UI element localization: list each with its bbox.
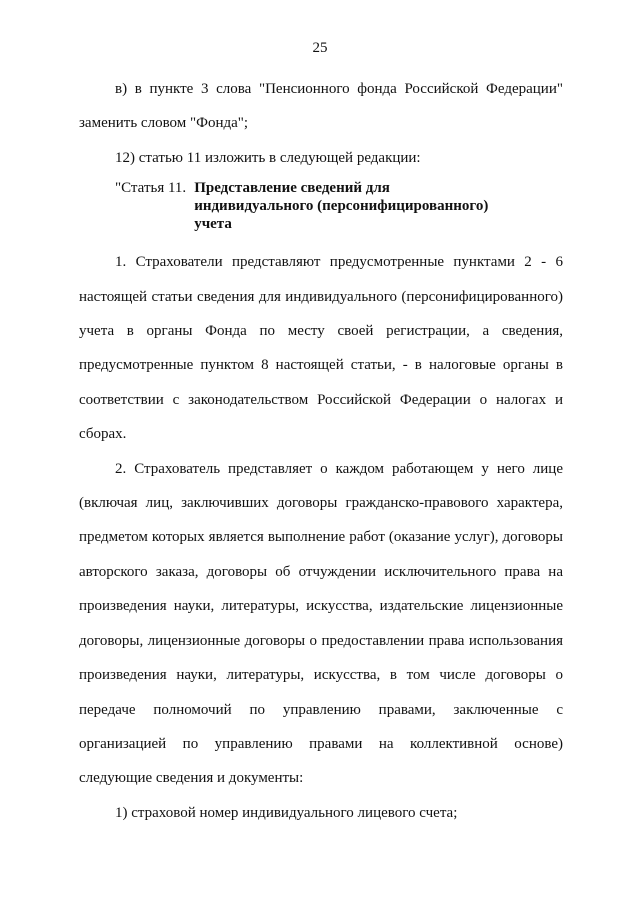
- article-heading: [115, 179, 563, 233]
- page-number: 25: [312, 40, 328, 56]
- document-body: [79, 72, 563, 830]
- article-title: Представление сведений для индивидуального (персонифицированного) учета: [194, 180, 489, 233]
- paragraph-article-11-intro: 12) статью 11 изложить в следующей редакции:: [115, 149, 421, 166]
- paragraph-clause-1: 1. Страхователи представляют предусмотренные пунктами 2 - 6 настоящей статьи сведения для индивидуального (персонифицированного) учета в органы Фонда по месту своей регистрации, а сведения, предусмотренные пунктом 8 настоящей статьи, - в налоговые органы в соответствии с законодательством Российской Федерации о налогах и сборах.: [79, 254, 563, 443]
- article-number: "Статья 11.: [115, 180, 187, 197]
- paragraph-item-1: 1) страховой номер индивидуального лицевого счета;: [115, 804, 458, 821]
- paragraph-amendment-3: в) в пункте 3 слова "Пенсионного фонда Российской Федерации" заменить словом "Фонда";: [79, 81, 563, 132]
- paragraph-clause-2: 2. Страхователь представляет о каждом работающем у него лице (включая лиц, заключивших договоры гражданско-правового характера, предметом которых является выполнение работ (оказание услуг), договоры авторского заказа, договоры об отчуждении исключительного права на произведения науки, литературы, искусства, издательские лицензионные договоры, лицензионные договоры о предоставлении права использования произведения науки, литературы, искусства, в том числе договоры о передаче полномочий по управлению правами, заключенные с организацией по управлению правами на коллективной основе) следующие сведения и документы:: [79, 460, 563, 787]
